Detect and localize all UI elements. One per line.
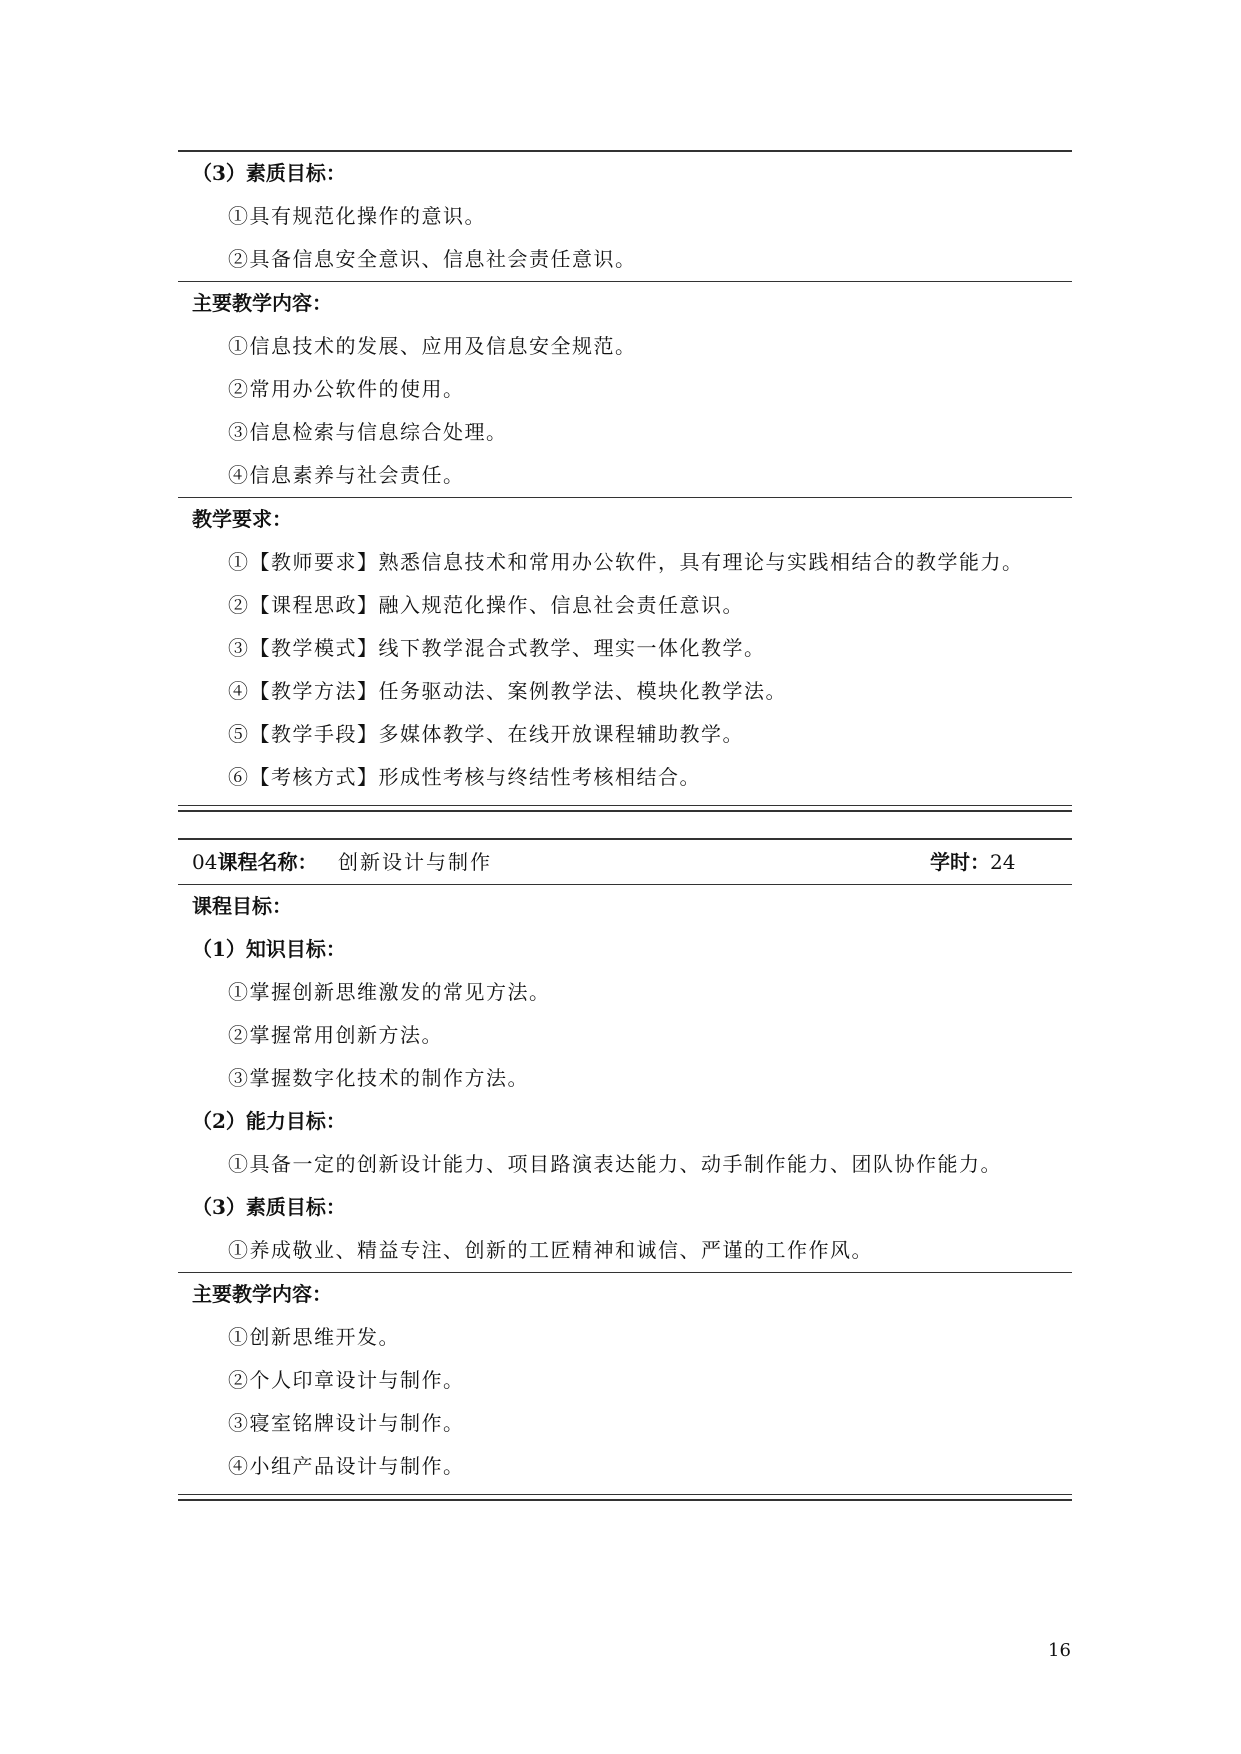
teaching-content-heading: 主要教学内容：	[192, 291, 332, 315]
list-item: ④小组产品设计与制作。	[228, 1454, 465, 1478]
course-title-row	[178, 840, 1072, 884]
quality-goal-heading: （3）素质目标：	[192, 1195, 346, 1219]
list-item: ⑥【考核方式】形成性考核与终结性考核相结合。	[228, 765, 701, 789]
list-item: ①创新思维开发。	[228, 1325, 400, 1349]
list-item: ①信息技术的发展、应用及信息安全规范。	[228, 334, 637, 358]
list-item: ①【教师要求】熟悉信息技术和常用办公软件，具有理论与实践相结合的教学能力。	[228, 550, 1024, 574]
course-name: 创新设计与制作	[338, 850, 492, 874]
course-hours: 学时：24	[930, 850, 1016, 874]
list-item: ③【教学模式】线下教学混合式教学、理实一体化教学。	[228, 636, 766, 660]
page-number: 16	[1048, 1640, 1071, 1661]
list-item: ②【课程思政】融入规范化操作、信息社会责任意识。	[228, 593, 744, 617]
quality-goal-heading: （3）素质目标：	[192, 161, 346, 185]
list-item: ②具备信息安全意识、信息社会责任意识。	[228, 247, 637, 271]
course-table-04	[178, 838, 1072, 1501]
ability-goal-heading: （2）能力目标：	[192, 1109, 346, 1133]
teaching-content-heading: 主要教学内容：	[192, 1282, 332, 1306]
teaching-requirements-heading: 教学要求：	[192, 507, 292, 531]
list-item: ③掌握数字化技术的制作方法。	[228, 1066, 529, 1090]
list-item: ②常用办公软件的使用。	[228, 377, 465, 401]
course-goal-heading: 课程目标：	[192, 894, 292, 918]
list-item: ①养成敬业、精益专注、创新的工匠精神和诚信、严谨的工作作风。	[228, 1238, 873, 1262]
list-item: ③信息检索与信息综合处理。	[228, 420, 508, 444]
list-item: ②个人印章设计与制作。	[228, 1368, 465, 1392]
list-item: ④【教学方法】任务驱动法、案例教学法、模块化教学法。	[228, 679, 787, 703]
course-table-continued	[178, 150, 1072, 812]
list-item: ④信息素养与社会责任。	[228, 463, 465, 487]
list-item: ⑤【教学手段】多媒体教学、在线开放课程辅助教学。	[228, 722, 744, 746]
knowledge-goal-heading: （1）知识目标：	[192, 937, 346, 961]
list-item: ③寝室铭牌设计与制作。	[228, 1411, 465, 1435]
list-item: ①掌握创新思维激发的常见方法。	[228, 980, 551, 1004]
list-item: ②掌握常用创新方法。	[228, 1023, 443, 1047]
list-item: ①具备一定的创新设计能力、项目路演表达能力、动手制作能力、团队协作能力。	[228, 1152, 1002, 1176]
list-item: ①具有规范化操作的意识。	[228, 204, 486, 228]
course-label: 04课程名称：	[192, 850, 318, 874]
